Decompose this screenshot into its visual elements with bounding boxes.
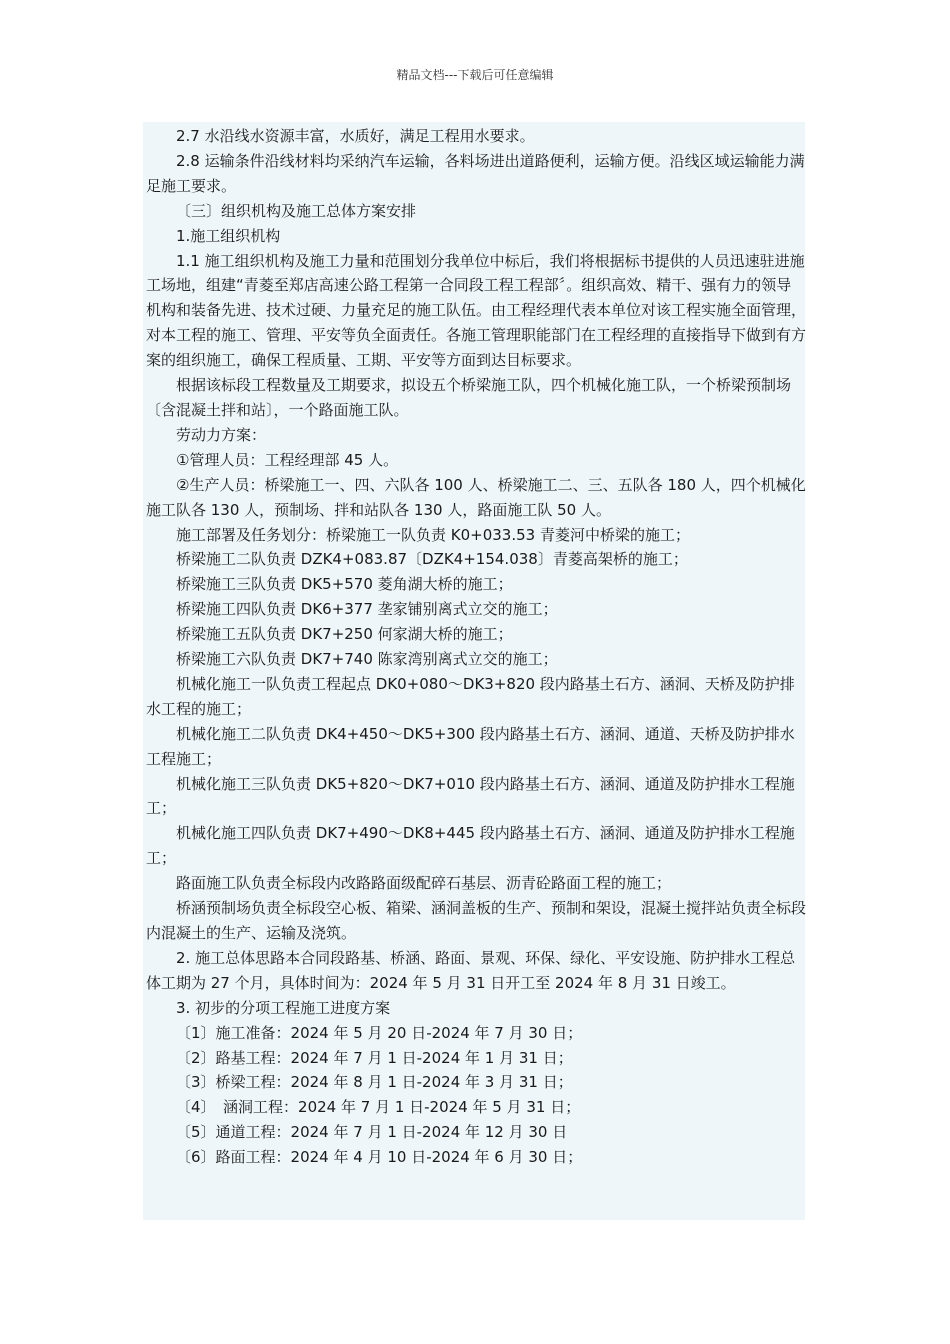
schedule-item-4: 〔4〕 涵洞工程：2024 年 7 月 1 日-2024 年 5 月 31 日；	[176, 1098, 581, 1117]
task-bridge-team-5: 桥梁施工五队负责 DK7+250 何家湖大桥的施工；	[176, 625, 513, 644]
task-bridge-team-2: 桥梁施工二队负责 DZK4+083.87〔DZK4+154.038〕青菱高架桥的施工；	[176, 550, 688, 569]
labor-management-staff: ①管理人员：工程经理部 45 人。	[176, 450, 399, 469]
document-body	[146, 124, 806, 1170]
paragraph-overall-approach: 2. 施工总体思路本合同段路基、桥涵、路面、景观、环保、绿化、平安设施、防护排水工程总体工期为 27 个月，具体时间为：2024 年 5 月 31 日开工至 2024 年 8 月 31 日竣工。	[146, 948, 796, 992]
schedule-item-2: 〔2〕路基工程：2024 年 7 月 1 日-2024 年 1 月 31 日；	[176, 1048, 573, 1067]
subheading-construction-organization: 1.施工组织机构	[176, 226, 281, 245]
schedule-item-6: 〔6〕路面工程：2024 年 4 月 10 日-2024 年 6 月 30 日；	[176, 1148, 583, 1167]
task-pavement-team: 路面施工队负责全标段内改路路面级配碎石基层、沥青砼路面工程的施工；	[176, 874, 672, 893]
task-machinery-team-1: 机械化施工一队负责工程起点 DK0+080～DK3+820 段内路基土石方、涵洞、天桥及防护排水工程的施工；	[146, 674, 795, 718]
schedule-item-3: 〔3〕桥梁工程：2024 年 8 月 1 日-2024 年 3 月 31 日；	[176, 1073, 573, 1092]
task-machinery-team-3: 机械化施工三队负责 DK5+820～DK7+010 段内路基土石方、涵洞、通道及防护排水工程施工；	[146, 774, 795, 818]
task-precast-yard: 桥涵预制场负责全标段空心板、箱梁、涵洞盖板的生产、预制和架设，混凝土搅拌站负责全标段内混凝土的生产、运输及浇筑。	[146, 899, 807, 942]
schedule-heading: 3. 初步的分项工程施工进度方案	[176, 998, 391, 1017]
schedule-item-1: 〔1〕施工准备：2024 年 5 月 20 日-2024 年 7 月 30 日；	[176, 1023, 583, 1042]
task-bridge-team-3: 桥梁施工三队负责 DK5+570 菱角湖大桥的施工；	[176, 575, 513, 594]
task-bridge-team-6: 桥梁施工六队负责 DK7+740 陈家湾别离式立交的施工；	[176, 650, 558, 669]
paragraph-transport: 2.8 运输条件沿线材料均采纳汽车运输，各料场进出道路便利，运输方便。沿线区域运输能力满足施工要求。	[146, 151, 805, 195]
section-heading-organization: 〔三〕组织机构及施工总体方案安排	[176, 201, 417, 220]
task-bridge-team-4: 桥梁施工四队负责 DK6+377 垄家铺别离式立交的施工；	[176, 600, 558, 619]
paragraph-organization-structure: 1.1 施工组织机构及施工力量和范围划分我单位中标后，我们将根据标书提供的人员迅速驻进施工场地，组建“青菱至郑店高速公路工程第一合同段工程工程部〞。组织高效、精干、强有力的领导机构和装备先进、技术过硬、力量充足的施工队伍。由工程经理代表本单位对该工程实施全面管理，对本工程的施工、管理、平安等负全面责任。各施工管理职能部门在工程经理的直接指导下做到有方案的组织施工，确保工程质量、工期、平安等方面到达目标要求。	[146, 251, 807, 370]
paragraph-water-resources: 2.7 水沿线水资源丰富，水质好，满足工程用水要求。	[176, 127, 535, 145]
paragraph-teams: 根据该标段工程数量及工期要求，拟设五个桥梁施工队，四个机械化施工队，一个桥梁预制场〔含混凝土拌和站〕，一个路面施工队。	[146, 376, 792, 419]
task-machinery-team-4: 机械化施工四队负责 DK7+490～DK8+445 段内路基土石方、涵洞、通道及防护排水工程施工；	[146, 824, 795, 868]
task-bridge-team-1: 施工部署及任务划分：桥梁施工一队负责 K0+033.53 青菱河中桥梁的施工；	[176, 525, 690, 544]
labor-production-staff: ②生产人员：桥梁施工一、四、六队各 100 人、桥梁施工二、三、五队各 180 人，四个机械化施工队各 130 人，预制场、拌和站队各 130 人，路面施工队 50 人。	[146, 475, 806, 519]
schedule-item-5: 〔5〕通道工程：2024 年 7 月 1 日-2024 年 12 月 30 日	[176, 1123, 568, 1142]
labor-plan-heading: 劳动力方案：	[176, 425, 267, 444]
task-machinery-team-2: 机械化施工二队负责 DK4+450～DK5+300 段内路基土石方、涵洞、通道、天桥及防护排水工程施工；	[146, 724, 795, 768]
page-header: 精品文档---下载后可任意编辑	[396, 68, 554, 82]
